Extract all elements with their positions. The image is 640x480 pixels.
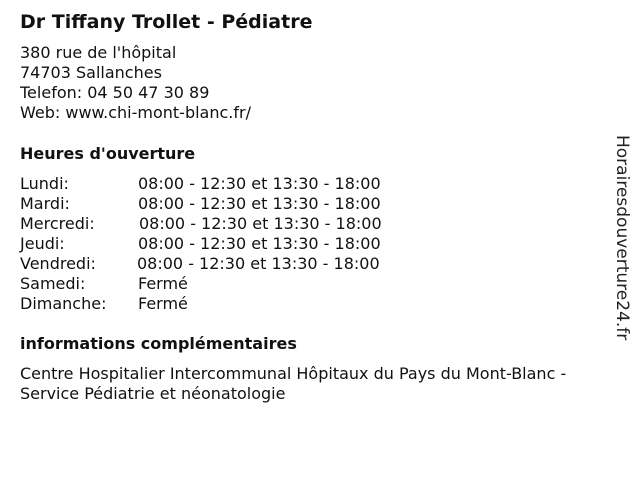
day-label: Samedi: — [20, 274, 86, 293]
hours-value: Fermé — [138, 294, 188, 313]
site-watermark: Horairesdouverture24.fr — [612, 135, 632, 341]
hours-value: 08:00 - 12:30 et 13:30 - 18:00 — [138, 174, 381, 193]
city-line: 74703 Sallanches — [20, 63, 162, 82]
hours-value: 08:00 - 12:30 et 13:30 - 18:00 — [138, 194, 381, 213]
day-label: Mercredi: — [20, 214, 95, 233]
info-line: Centre Hospitalier Intercommunal Hôpitaux du Pays du Mont-Blanc - — [20, 364, 567, 383]
hours-value: 08:00 - 12:30 et 13:30 - 18:00 — [138, 234, 381, 253]
street-address: 380 rue de l'hôpital — [20, 43, 177, 62]
info-line: Service Pédiatrie et néonatologie — [20, 384, 286, 403]
additional-info-text — [20, 364, 620, 404]
day-label: Dimanche: — [20, 294, 107, 313]
hours-value: 08:00 - 12:30 et 13:30 - 18:00 — [137, 254, 380, 273]
address-block — [20, 43, 251, 123]
hours-value: Fermé — [138, 274, 188, 293]
hours-value: 08:00 - 12:30 et 13:30 - 18:00 — [139, 214, 382, 233]
page-title: Dr Tiffany Trollet - Pédiatre — [20, 11, 313, 33]
opening-hours-heading: Heures d'ouverture — [20, 144, 196, 163]
day-label: Jeudi: — [20, 234, 65, 253]
phone-line: Telefon: 04 50 47 30 89 — [20, 83, 210, 102]
day-label: Vendredi: — [20, 254, 96, 273]
day-label: Lundi: — [20, 174, 69, 193]
additional-info-heading: informations complémentaires — [20, 334, 297, 353]
web-line: Web: www.chi-mont-blanc.fr/ — [20, 103, 251, 122]
day-label: Mardi: — [20, 194, 70, 213]
